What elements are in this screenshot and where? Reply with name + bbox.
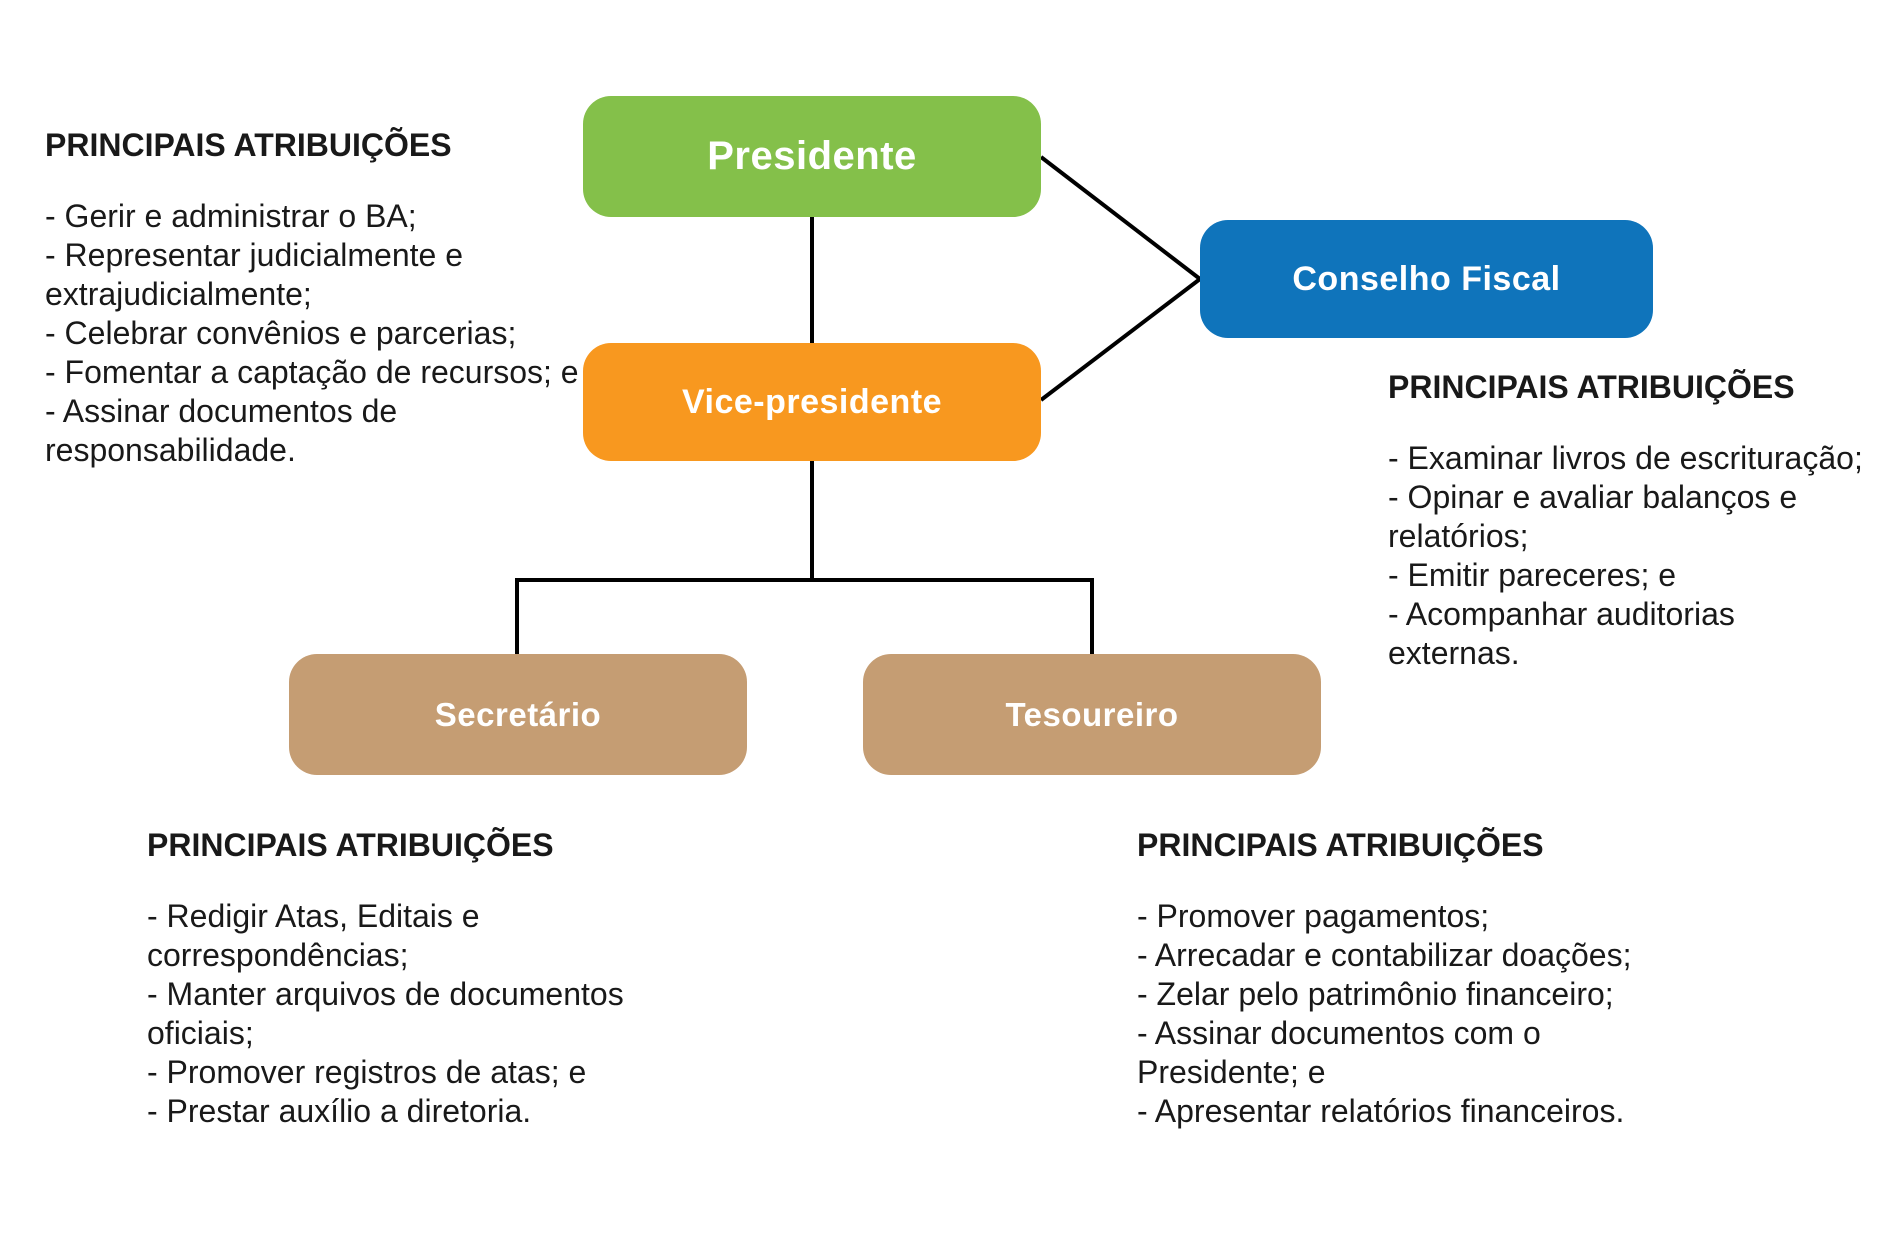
node-vice-presidente-label: Vice-presidente (681, 382, 943, 421)
attribution-line: Presidente; e (1137, 1054, 1326, 1090)
attribution-line: - Emitir pareceres; e (1388, 557, 1677, 593)
node-conselho-fiscal (1200, 220, 1653, 338)
attributions-secretario-list (147, 897, 624, 1131)
attribution-line: - Promover registros de atas; e (147, 1054, 587, 1090)
node-conselho-fiscal-label: Conselho Fiscal (1292, 259, 1561, 298)
attributions-presidente-list (45, 197, 579, 470)
attribution-line: - Fomentar a captação de recursos; e (45, 354, 579, 390)
attribution-line: - Manter arquivos de documentos (147, 976, 624, 1012)
attributions-presidente-heading: PRINCIPAIS ATRIBUIÇÕES (45, 127, 452, 163)
attributions-conselho-fiscal-list (1388, 439, 1863, 673)
node-secretario (289, 654, 747, 775)
attributions-secretario (147, 826, 624, 1131)
node-presidente-label: Presidente (707, 134, 917, 178)
node-vice-presidente (583, 343, 1041, 461)
attribution-line: - Examinar livros de escrituração; (1388, 440, 1863, 476)
attribution-line: extrajudicialmente; (45, 276, 312, 312)
node-tesoureiro (863, 654, 1321, 775)
attribution-line: correspondências; (147, 937, 409, 973)
attributions-secretario-heading: PRINCIPAIS ATRIBUIÇÕES (147, 827, 554, 863)
attributions-conselho-fiscal-heading: PRINCIPAIS ATRIBUIÇÕES (1388, 369, 1795, 405)
node-secretario-label: Secretário (434, 695, 602, 733)
attributions-tesoureiro-list (1137, 897, 1631, 1131)
attributions-presidente (45, 126, 579, 470)
connector-presidente-conselho (1041, 157, 1200, 279)
attribution-line: - Assinar documentos com o (1137, 1015, 1541, 1051)
attributions-conselho-fiscal (1388, 368, 1863, 673)
attribution-line: - Gerir e administrar o BA; (45, 198, 417, 234)
attribution-line: - Promover pagamentos; (1137, 898, 1490, 934)
attribution-line: externas. (1388, 635, 1520, 671)
attribution-line: - Zelar pelo patrimônio financeiro; (1137, 976, 1614, 1012)
attribution-line: responsabilidade. (45, 432, 296, 468)
attribution-line: - Prestar auxílio a diretoria. (147, 1093, 532, 1129)
attribution-line: - Celebrar convênios e parcerias; (45, 315, 517, 351)
attribution-line: - Opinar e avaliar balanços e (1388, 479, 1798, 515)
node-tesoureiro-label: Tesoureiro (1005, 695, 1179, 733)
attribution-line: oficiais; (147, 1015, 254, 1051)
connector-vice-conselho (1041, 279, 1200, 400)
attribution-line: - Acompanhar auditorias (1388, 596, 1735, 632)
attribution-line: - Assinar documentos de (45, 393, 398, 429)
attribution-line: relatórios; (1388, 518, 1529, 554)
attributions-tesoureiro (1137, 826, 1631, 1131)
attribution-line: - Arrecadar e contabilizar doações; (1137, 937, 1632, 973)
attributions-tesoureiro-heading: PRINCIPAIS ATRIBUIÇÕES (1137, 827, 1544, 863)
attribution-line: - Representar judicialmente e (45, 237, 463, 273)
attribution-line: - Redigir Atas, Editais e (147, 898, 480, 934)
node-presidente (583, 96, 1041, 217)
attribution-line: - Apresentar relatórios financeiros. (1137, 1093, 1625, 1129)
